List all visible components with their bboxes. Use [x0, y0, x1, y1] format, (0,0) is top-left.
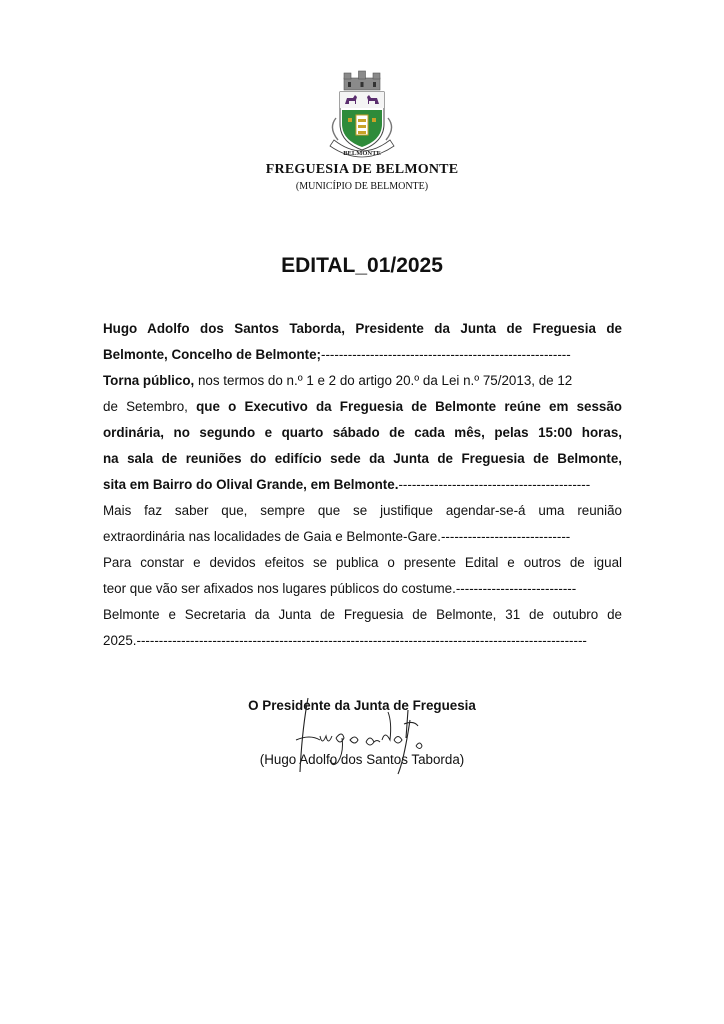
torna-publico: Torna público,: [103, 373, 195, 388]
paragraph-2-line-3: ordinária, no segundo e quarto sábado de cada mês, pelas 15:00 horas,: [103, 425, 622, 440]
paragraph-5-line-2-text: 2025.: [103, 633, 137, 648]
paragraph-4-line-1: Para constar e devidos efeitos se publica o presente Edital e outros de igual: [103, 555, 622, 570]
dash-filler: --------------------------------------------------------: [321, 347, 571, 362]
paragraph-2-line-2-a: de Setembro,: [103, 399, 197, 414]
paragraph-4-line-2-text: teor que vão ser afixados nos lugares públicos do costume.: [103, 581, 456, 596]
paragraph-4-line-2: [103, 576, 622, 602]
paragraph-2-line-2-b: que o Executivo da Freguesia de Belmonte reúne em sessão: [196, 399, 622, 414]
paragraph-3-line-1: Mais faz saber que, sempre que se justifique agendar-se-á uma reunião: [103, 503, 622, 518]
paragraph-2-line-1-rest: nos termos do n.º 1 e 2 do artigo 20.º da Lei n.º 75/2013, de 12: [194, 373, 573, 388]
document-body: [103, 316, 622, 654]
dash-filler: -------------------------------------------: [398, 477, 591, 492]
handwritten-signature-icon: [280, 690, 440, 780]
coat-of-arms-icon: [318, 70, 406, 162]
organization-subtitle: (MUNICÍPIO DE BELMONTE): [295, 181, 429, 192]
paragraph-2-line-1: [103, 368, 622, 394]
paragraph-1-line-2: [103, 342, 622, 368]
paragraph-5-line-2: [103, 628, 622, 654]
paragraph-2-line-2: [103, 394, 622, 420]
paragraph-5-line-1: Belmonte e Secretaria da Junta de Freguesia de Belmonte, 31 de outubro de: [103, 607, 622, 622]
signature-title: O Presidente da Junta de Freguesia: [248, 698, 476, 713]
dash-filler: -----------------------------------------------------------------------------------------------------: [136, 633, 587, 648]
emblem-ribbon-text: BELMONTE: [343, 150, 381, 157]
document-title: EDITAL_01/2025: [281, 254, 443, 277]
dash-filler: ---------------------------: [455, 581, 577, 596]
dash-filler: -----------------------------: [440, 529, 571, 544]
paragraph-2-line-4: na sala de reuniões do edifício sede da Junta de Freguesia de Belmonte,: [103, 451, 622, 466]
paragraph-1-line-1: Hugo Adolfo dos Santos Taborda, Presidente da Junta de Freguesia de: [103, 321, 622, 336]
paragraph-3-line-2: [103, 524, 622, 550]
paragraph-2-line-5-text: sita em Bairro do Olival Grande, em Belmonte.: [103, 477, 399, 492]
paragraph-3-line-2-text: extraordinária nas localidades de Gaia e Belmonte-Gare.: [103, 529, 441, 544]
signatory-name: (Hugo Adolfo dos Santos Taborda): [259, 752, 465, 767]
paragraph-2-line-5: [103, 472, 622, 498]
organization-name: FREGUESIA DE BELMONTE: [265, 162, 459, 177]
paragraph-1-line-2-text: Belmonte, Concelho de Belmonte;: [103, 347, 321, 362]
